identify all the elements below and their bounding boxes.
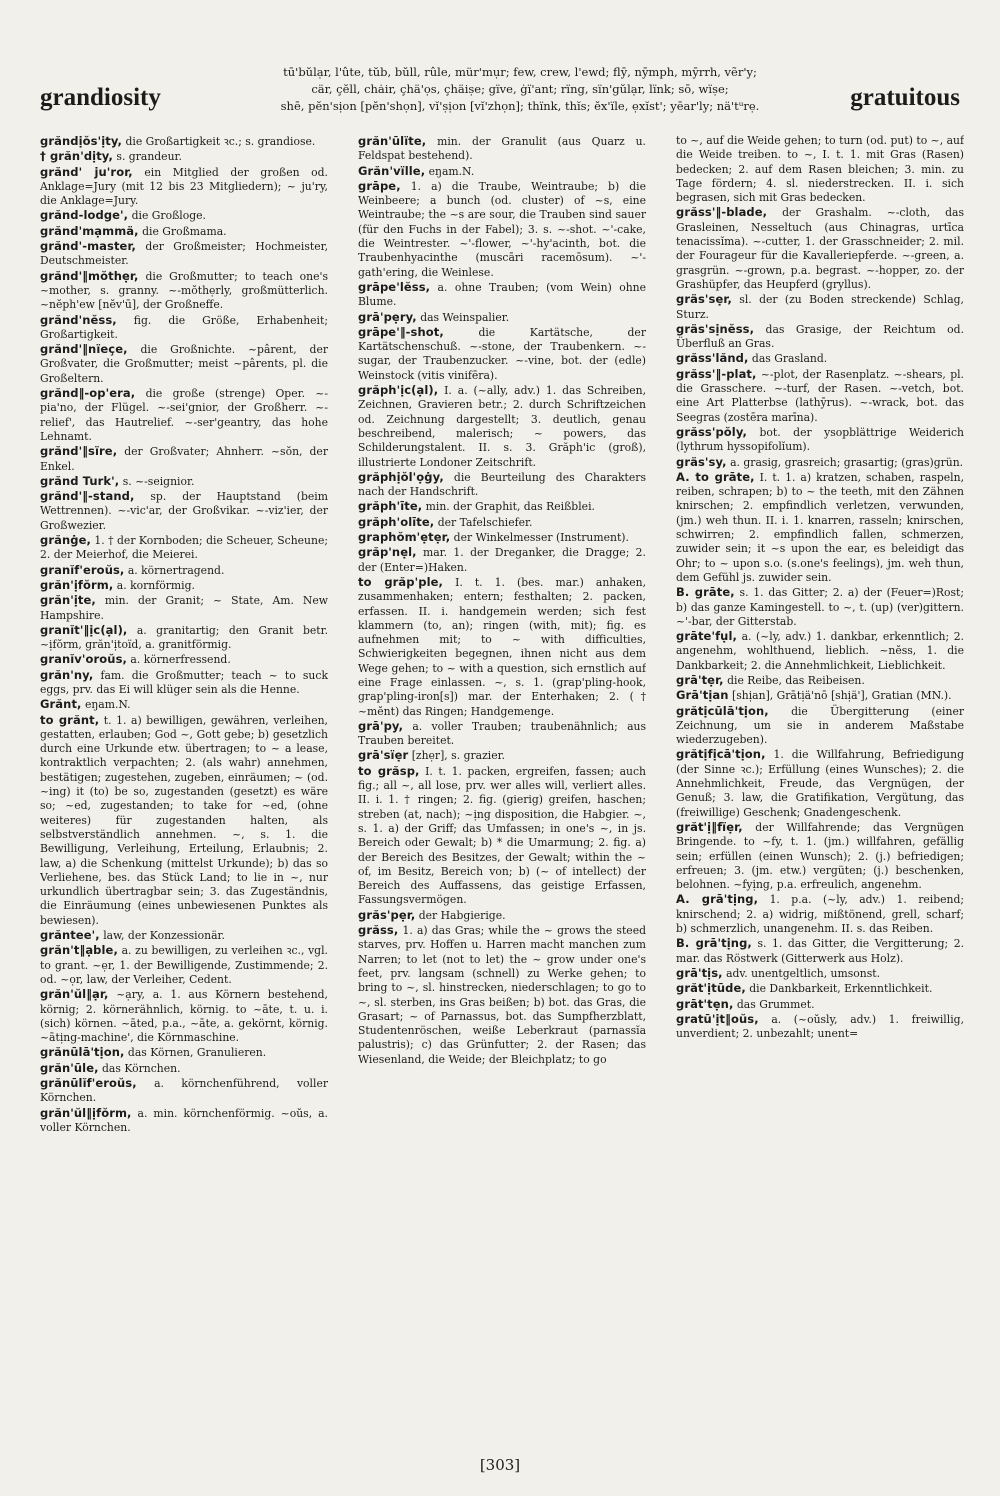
dictionary-entry — [358, 923, 646, 1067]
dictionary-entry — [40, 563, 328, 578]
entry-headword: Grănt, — [40, 697, 82, 712]
dictionary-entry — [40, 697, 328, 712]
dictionary-entry — [676, 704, 964, 748]
entry-definition: a. granitartig; den Granit betr. ~ịfŏrm, grăn'ịtoïd, a. granitförmig. — [40, 623, 328, 652]
entry-definition: ein Mitglied der großen od. Anklage=Jury (mit 12 bis 23 Mitgliedern); ~ ju'ry, die Anklage=Jury. — [40, 165, 328, 208]
entry-headword: B. grāte, — [676, 585, 735, 600]
entry-definition: s. 1. das Gitter, die Vergitterung; 2. mar. das Röstwerk (Gitterwerk aus Holz). — [676, 937, 964, 965]
entry-definition: [shịan], Grātịä'nō [shịä'], Gratian (MN.). — [732, 689, 952, 703]
dictionary-entry — [676, 981, 964, 996]
dictionary-entry — [40, 593, 328, 623]
entry-definition: der Tafelschiefer. — [437, 515, 533, 529]
entry-definition: a. voller Trauben; traubenähnlich; aus Trauben bereitet. — [358, 719, 646, 748]
entry-headword: gräs'sịnĕss, — [676, 321, 755, 336]
dictionary-entry — [676, 205, 964, 292]
entry-definition: I. t. 1. packen, ergreifen, fassen; auch fig.; all ~, all lose, prv. wer alles will, verliert alles. II. i. 1. † ringen; 2. fig. (gierig) greifen, haschen; streben (at, nach); ~ịng disposition, die Habgier. ~, s. 1. a) der Griff; das Umfassen; in one's ~, in js. Bereich oder Gewalt; b) * die Umarmung; 2. fig. a) der Bereich des Besitzes, der Gewalt; within the ~ of, im Besitz, Bereich von; b) (~ of intellect) der Bereich des Auffassens, das geistige Erfassen, Fassungsvermögen. — [358, 764, 646, 907]
entry-headword: grăp'nẹl, — [358, 545, 417, 560]
entry-headword: grănd'nĕss, — [40, 312, 117, 327]
dictionary-entry — [40, 623, 328, 653]
entry-headword: grănd'‖-stand, — [40, 489, 135, 504]
entry-definition: das Grasland. — [751, 352, 828, 366]
entry-headword: grăn'ŭl‖ịfŏrm, — [40, 1105, 132, 1120]
dictionary-entry — [358, 280, 646, 310]
entry-headword: grănd'-master, — [40, 239, 137, 254]
pronunciation-key-line: cär, çĕll, chȧir, çhä'ọs, çhäiṣe; gïve, ġï'ant; rïng, sïn'gŭlạr, lïnk; sō, wïṣe; — [311, 82, 729, 96]
entry-headword: grăntee', — [40, 928, 100, 943]
dictionary-entry — [40, 474, 328, 489]
entry-headword: grăphịŏl'ọġy, — [358, 469, 444, 484]
entry-headword: A. to grāte, — [676, 469, 755, 484]
entry-definition: min. der Granit; ~ State, Am. New Hampshire. — [40, 594, 328, 622]
pronunciation-key-line: shē, pĕn'sịon [pĕn'shọn], vĭ'ṣịon [vĭ'zhọn]; thïnk, thĭs; ĕx'ïle, ẹxĭst'; yēar'ly; nä'tᵘrẹ. — [280, 99, 760, 113]
entry-definition: der Winkelmesser (Instrument). — [453, 531, 629, 545]
entry-definition: a. (~ly, adv.) 1. dankbar, erkenntlich; 2. angenehm, wohlthuend, lieblich. ~nĕss, 1. die Dankbarkeit; 2. die Annehmlichkeit, Lieblichkeit. — [676, 630, 964, 672]
dictionary-entry — [40, 533, 328, 563]
entry-headword: grăn'ūle, — [40, 1060, 99, 1075]
entry-definition: das Körnen, Granulieren. — [127, 1046, 267, 1060]
pronunciation-key-line: tū'bŭlạr, l'ûte, tŭb, bŭll, rûle, mür'mụr; few, crew, l'ewd; flȳ, nȳmph, mȳrrh, vẽr'y; — [283, 65, 757, 79]
entry-definition: a. (~oŭsly, adv.) 1. freiwillig, unverdient; 2. unbezahlt; unent= — [676, 1012, 964, 1041]
entry-definition: I. t. 1. a) kratzen, schaben, raspeln, reiben, schrapen; b) to ~ the teeth, mit den Zähnen knirschen; 2. empfindlich verletzen, verwunden, (jm.) weh thun. II. i. 1. knarren, rasseln; knirschen, schwirren; 2. empfindlich fallen, schmerzen, zuwider sein; it ~s upon the ear, es beleidigt das Ohr; to ~ upon s.o. (s.one's feelings), jm. weh thun, dem Gefühl js. zuwider sein. — [676, 470, 964, 584]
entry-definition: die Großnichte. ~pârent, der Großvater, die Großmutter; meist ~pârents, pl. die Großeltern. — [40, 343, 328, 385]
dictionary-entry — [40, 1076, 328, 1106]
entry-definition: min. der Granulit (aus Quarz u. Feldspat bestehend). — [358, 135, 646, 163]
dictionary-entry — [40, 386, 328, 444]
entry-definition: 1. p.a. (~ly, adv.) 1. reibend; knirschend; 2. a) widrig, mißtönend, grell, scharf; b) schmerzlich, unangenehm. II. s. das Reiben. — [676, 893, 964, 936]
entry-definition: der Großvater; Ahnherr. ~sŏn, der Enkel. — [40, 445, 328, 473]
dictionary-entry — [676, 367, 964, 425]
entry-definition: I. a. (~ally, adv.) 1. das Schreiben, Zeichnen, Gravieren betr.; 2. durch Schriftzeichen od. Zeichnung dargestellt; 3. deutlich, genau beschreibend, malerisch; ~ powers, das Schilderungstalent. II. s. 3. Grăph'ic (groß), illustrierte Londoner Zeitschrift. — [358, 384, 646, 469]
entry-headword: grăndịŏs'ịty, — [40, 134, 123, 148]
columns — [40, 134, 964, 1444]
entry-headword: grăph'olīte, — [358, 514, 435, 529]
dictionary-entry — [40, 987, 328, 1045]
dictionary-entry — [676, 134, 964, 205]
entry-definition: der Großmeister; Hochmeister, Deutschmeister. — [40, 240, 328, 268]
entry-definition: a. zu bewilligen, zu verleihen ꝛc., vgl. to grant. ~ẹr, 1. der Bewilligende, Zustimmende; 2. od. ~ọr, law, der Verleiher, Cedent. — [40, 944, 328, 986]
entry-headword: grănd'mạmmä, — [40, 223, 139, 238]
entry-headword: grăn't‖ạble, — [40, 943, 118, 958]
dictionary-entry — [358, 530, 646, 545]
dictionary-entry — [358, 748, 646, 763]
page-header — [40, 62, 960, 118]
entry-definition: s. ~-seignior. — [122, 474, 195, 488]
dictionary-entry — [358, 310, 646, 325]
entry-headword: grăss'‖-blade, — [676, 205, 768, 220]
dictionary-entry — [676, 470, 964, 585]
dictionary-entry — [676, 673, 964, 688]
dictionary-entry — [358, 764, 646, 908]
entry-headword: gratū'ịt‖oŭs, — [676, 1011, 759, 1026]
dictionary-entry — [676, 585, 964, 629]
entry-definition: 1. † der Kornboden; die Scheuer, Scheune; 2. der Meierhof, die Meierei. — [40, 534, 328, 562]
dictionary-entry — [40, 208, 328, 223]
entry-headword: granĭf'eroŭs, — [40, 562, 125, 577]
dictionary-entry — [358, 499, 646, 514]
entry-definition: der Grashalm. ~-cloth, das Grasleinen, Nesseltuch (aus Chinagras, urtīca tenacissĭma). ~-cutter, 1. der Grasschneider; 2. mil. der Fourageur für die Kavalleriepferde. ~-green, a. grasgrün. ~-grown, p.a. begrast. ~-hopper, zo. der Grashüpfer, das Heupferd (gryllus). — [676, 206, 964, 291]
entry-definition: t. 1. a) bewilligen, gewähren, verleihen, gestatten, erlauben; God ~, Gott gebe; b) gesetzlich durch eine Urkunde etw. übertragen; to ~ a lease, kontraktlich verpachten; 2. (als wahr) annehmen, bestätigen; zugestehen, zugeben, einräumen; ~ (od. ~ing) it (to) be so, zugestanden (gesetzt) es wäre so; ~ed, zugestanden; to take for ~ed, (ohne weiteres) für zugestanden halten, als selbstverständlich annehmen. ~, s. 1. die Bewilligung, Verleihung, Erteilung, Erlaubnis; 2. law, a) die Schenkung (mittelst Urkunde); b) das so Verliehene, bes. das Stück Land; to lie in ~, nur urkundlich übertragbar sein; 3. das Zugeständnis, die Einräumung (eines unbewiesenen Punktes als bewiesen). — [40, 713, 328, 927]
entry-definition: die Großmutter; to teach one's ~mother, s. granny. ~-mŏthẹrly, großmütterlich. ~nĕph'ew [nĕv'ū], der Großneffe. — [40, 269, 328, 312]
entry-headword: to grănt, — [40, 712, 100, 727]
entry-headword: grănd'‖mŏthẹr, — [40, 268, 139, 283]
dictionary-entry — [676, 292, 964, 322]
dictionary-entry — [676, 455, 964, 470]
dictionary-entry — [40, 342, 328, 386]
entry-definition: die Großartigkeit ꝛc.; s. grandiose. — [125, 135, 316, 148]
entry-definition: ~ạry, a. 1. aus Körnern bestehend, körnig; 2. körnerähnlich, körnig. to ~āte, t. u. i. (sich) körnen. ~āted, p.a., ~āte, a. gekörnt, körnig. ~ātịng-machine', die Körnmaschine. — [40, 988, 328, 1045]
entry-definition: a. kornförmig. — [116, 578, 195, 592]
dictionary-entry — [358, 719, 646, 749]
entry-definition: ~-plot, der Rasenplatz. ~-shears, pl. die Grasschere. ~-turf, der Rasen. ~-vetch, bot. eine Art Platterbse (lathȳrus). ~-wrack, bot. das Seegras (zostēra marīna). — [676, 367, 964, 424]
dictionary-entry — [358, 515, 646, 530]
entry-headword: to grăsp, — [358, 763, 420, 778]
dictionary-entry — [358, 383, 646, 470]
entry-definition: sp. der Hauptstand (beim Wettrennen). ~-vic'ar, der Großvikar. ~-viz'ier, der Großwezier. — [40, 490, 328, 532]
dictionary-entry — [358, 575, 646, 719]
dictionary-entry — [40, 668, 328, 698]
entry-headword: grăn'ūlïte, — [358, 134, 427, 148]
entry-definition: s. grandeur. — [116, 150, 182, 164]
dictionary-entry — [40, 313, 328, 343]
dictionary-entry — [358, 908, 646, 923]
entry-definition: sl. der (zu Boden streckende) Schlag, Sturz. — [676, 293, 964, 321]
column-right — [676, 134, 964, 1444]
column-left — [40, 134, 328, 1444]
entry-headword: grăn'ny, — [40, 667, 94, 682]
entry-headword: graphŏm'ẹtẹr, — [358, 530, 451, 545]
entry-definition: min. der Graphit, das Reißblei. — [425, 500, 595, 514]
entry-headword: grăn'ịte, — [40, 593, 96, 608]
entry-headword: grănd‖-op'era, — [40, 386, 136, 401]
entry-definition: die Kartätsche, der Kartätschenschuß. ~-stone, der Traubenkern. ~-sugar, der Traubenzucker. ~-vine, bot. der (edle) Weinstock (vitis vinifēra). — [358, 325, 646, 382]
dictionary-entry — [40, 1106, 328, 1136]
dictionary-entry — [40, 134, 328, 149]
entry-headword: grăss, — [358, 923, 399, 938]
dictionary-entry — [676, 747, 964, 819]
dictionary-entry — [40, 224, 328, 239]
entry-definition: fig. die Größe, Erhabenheit; Großartigkeit. — [40, 313, 328, 341]
dictionary-entry — [40, 239, 328, 269]
entry-definition: a. ohne Trauben; (vom Wein) ohne Blume. — [358, 280, 646, 309]
entry-definition: a. min. körnchenförmig. ~oŭs, a. voller Körnchen. — [40, 1106, 328, 1134]
dictionary-entry — [40, 489, 328, 533]
entry-definition: fam. die Großmutter; teach ~ to suck eggs, prv. das Ei will klüger sein als die Henne. — [40, 668, 328, 696]
entry-definition: die große (strenge) Oper. ~-pia'no, der Flügel. ~-sei'gnior, der Großherr. ~-relief', das Hautrelief. ~-ser'geantry, das hohe Lehnamt. — [40, 387, 328, 443]
dictionary-entry — [40, 149, 328, 164]
dictionary-entry — [40, 578, 328, 593]
entry-definition: die Großmama. — [142, 224, 227, 238]
pronunciation-key — [240, 64, 800, 115]
entry-headword: grăss'‖-plat, — [676, 366, 757, 381]
entry-headword: grănġe, — [40, 533, 91, 548]
dictionary-entry — [676, 688, 964, 703]
dictionary-entry — [40, 1045, 328, 1060]
dictionary-entry — [358, 545, 646, 575]
entry-headword: grāt'tẹn, — [676, 996, 734, 1011]
dictionary-entry — [676, 936, 964, 966]
entry-headword: granĭv'oroŭs, — [40, 652, 127, 667]
dictionary-entry — [358, 325, 646, 383]
entry-definition: eŋam.N. — [84, 698, 131, 712]
entry-definition: das Körnchen. — [102, 1061, 181, 1075]
entry-headword: grā'tẹr, — [676, 672, 724, 687]
entry-definition: der Habgierige. — [418, 908, 506, 922]
entry-definition: a. grasig, grasreich; grasartig; (gras)grün. — [730, 455, 964, 469]
entry-headword: grāpe'‖-shot, — [358, 324, 444, 339]
entry-definition: law, der Konzessionär. — [103, 929, 225, 943]
entry-headword: grănd'‖sïre, — [40, 444, 118, 459]
entry-definition: die Dankbarkeit, Erkenntlichkeit. — [749, 982, 933, 996]
dictionary-entry — [676, 322, 964, 352]
entry-headword: grā'sïẹr — [358, 748, 409, 763]
page-number: [303] — [479, 1456, 521, 1474]
dictionary-entry — [676, 425, 964, 455]
entry-headword: grăss'pŏly, — [676, 424, 748, 439]
entry-definition: I. t. 1. (bes. mar.) anhaken, zusammenhaken; entern; festhalten; 2. packen, erfassen. II. i. handgemein werden; sich fest klammern (to, an); ringen (with, mit); fig. es aufnehmen mit; to ~ with difficulties, Schwierigkeiten begegnen, ihnen nicht aus dem Wege gehen; to ~ with a question, sich ernstlich auf eine Frage einlassen. ~, s. 1. (grap'pling-hook, grap'pling-iron[s]) mar. der Enterhaken; 2. († ~mĕnt) das Ringen; Handgemenge. — [358, 575, 646, 718]
dictionary-entry — [358, 134, 646, 164]
entry-headword: Grā'tịan — [676, 688, 729, 703]
dictionary-entry — [40, 165, 328, 209]
entry-headword: A. grā'tịng, — [676, 892, 759, 907]
dictionary-entry — [40, 652, 328, 667]
entry-headword: Grăn'vïlle, — [358, 163, 426, 178]
entry-definition: 1. a) das Gras; while the ~ grows the steed starves, prv. Hoffen u. Harren macht manchen zum Narren; to let (not to let) the ~ grow under one's feet, prv. langsam (schnell) zu Werke gehen; to bring to ~, sl. hinstrecken, niederschlagen; to go to ~, sl. sterben, ins Gras beißen; b) bot. das Gras, die Grasart; ~ of Parnassus, bot. das Sumpfherzblatt, Studentenröschen, weiße Leberkraut (parnassĭa palustris); c) das Grünfutter; 2. der Rasen; das Wiesenland, die Weide; der Bleichplatz; to go — [358, 924, 646, 1066]
entry-headword: B. grā'tịng, — [676, 936, 752, 951]
entry-definition: to ~, auf die Weide gehen; to turn (od. put) to ~, auf die Weide treiben. to ~, I. t. 1. mit Gras (Rasen) bedecken; 2. auf dem Rasen bleichen; 3. min. zu Tage fördern; 4. sl. niederstrecken. II. i. sich begrasen, sich mit Gras bedecken. — [676, 134, 964, 205]
entry-headword: grăph'īte, — [358, 499, 423, 514]
entry-headword: grătịfịcā'tịon, — [676, 747, 766, 762]
entry-definition: adv. unentgeltlich, umsonst. — [726, 966, 881, 980]
dictionary-entry — [676, 892, 964, 936]
entry-headword: grăn'ịfŏrm, — [40, 577, 114, 592]
entry-definition: das Weinspalier. — [420, 310, 510, 324]
entry-definition: 1. die Willfahrung, Befriedigung (der Sinne ꝛc.); Erfüllung (eines Wunsches); 2. die Annehmlichkeit, Freude, das Vergnügen, der Genuß; 3. law, die Gratifikation, Vergütung, das (freiwillige) Geschenk; Gnadengeschenk. — [676, 748, 964, 819]
entry-definition: die Großloge. — [131, 209, 206, 223]
dictionary-entry — [676, 820, 964, 892]
entry-headword: † grăn'dịty, — [40, 149, 113, 164]
entry-definition: bot. der ysopblättrige Weiderich (lythrum hyssopifolĭum). — [676, 425, 964, 454]
entry-headword: grăph'ịc(ạl), — [358, 383, 439, 398]
entry-definition: eŋam.N. — [428, 164, 475, 178]
dictionary-entry — [358, 164, 646, 179]
entry-headword: grănd' ju'ror, — [40, 164, 133, 179]
entry-headword: grănūlā'tịon, — [40, 1045, 125, 1060]
entry-headword: grāpe, — [358, 178, 401, 193]
entry-headword: gräs'sy, — [676, 454, 727, 469]
entry-definition: mar. 1. der Dreganker, die Dragge; 2. der (Enter=)Haken. — [358, 546, 646, 574]
entry-headword: grănd'‖nïeçe, — [40, 342, 128, 357]
entry-headword: grăt'ị‖fïẹr, — [676, 819, 743, 834]
entry-definition: die Reibe, das Reibeisen. — [727, 673, 865, 687]
entry-definition: a. körnchenführend, voller Körnchen. — [40, 1077, 328, 1105]
dictionary-entry — [40, 943, 328, 987]
guide-word-left: grandiosity — [40, 84, 161, 111]
column-middle — [358, 134, 646, 1444]
entry-definition: [zhẹr], s. grazier. — [411, 749, 506, 763]
entry-headword: granĭt'‖ịc(ạl), — [40, 622, 128, 637]
entry-definition: die Beurteilung des Charakters nach der Handschrift. — [358, 470, 646, 499]
dictionary-entry — [40, 444, 328, 474]
entry-headword: grăn'ŭl‖ạr, — [40, 987, 109, 1002]
dictionary-entry — [40, 928, 328, 943]
dictionary-entry — [358, 470, 646, 500]
entry-headword: gräs'sẹr, — [676, 292, 732, 307]
entry-headword: to grăp'ple, — [358, 574, 443, 589]
entry-headword: grănūlĭf'eroŭs, — [40, 1076, 137, 1090]
guide-word-right: gratuitous — [850, 84, 960, 111]
entry-definition: der Willfahrende; das Vergnügen Bringende. to ~fy, t. 1. (jm.) willfahren, gefällig sein; erfüllen (einen Wunsch); 2. (j.) befriedigen; erfreuen; 3. (jm. etw.) vergüten; (j.) beschenken, belohnen. ~fyịng, p.a. erfreulich, angenehm. — [676, 820, 964, 892]
entry-definition: das Grasige, der Reichtum od. Überfluß an Gras. — [676, 322, 964, 351]
dictionary-entry — [40, 713, 328, 928]
entry-definition: s. 1. das Gitter; 2. a) der (Feuer=)Rost; b) das ganze Kamingestell. to ~, t. (up) (ver)gittern. ~'-bar, der Gitterstab. — [676, 586, 964, 628]
entry-headword: grāte'fụl, — [676, 629, 737, 644]
entry-headword: grăs'pẹr, — [358, 907, 416, 922]
entry-headword: grănd Turk', — [40, 473, 120, 488]
dictionary-entry — [676, 629, 964, 673]
dictionary-entry — [358, 179, 646, 280]
entry-definition: das Grummet. — [736, 997, 815, 1011]
entry-definition: 1. a) die Traube, Weintraube; b) die Weinbeere; a bunch (od. cluster) of ~s, eine Weintraube; the ~s are sour, die Trauben sind sauer (für den Fuchs in der Fabel); 3. s. ~-shot. ~'-cake, die Weintrester. ~'-flower, ~'-hy'acinth, bot. die Traubenhyacinthe (muscāri racemōsum). ~'-gath'ering, die Weinlese. — [358, 179, 646, 279]
entry-headword: grāpe'lĕss, — [358, 279, 431, 294]
dictionary-entry — [676, 997, 964, 1012]
dictionary-entry — [676, 966, 964, 981]
entry-headword: grā'tịs, — [676, 965, 723, 980]
entry-headword: grăt'ịtūde, — [676, 981, 746, 996]
entry-definition: a. körnerfressend. — [130, 653, 231, 667]
entry-headword: grā'pẹry, — [358, 309, 417, 324]
entry-headword: grā'py, — [358, 718, 404, 733]
entry-definition: die Übergitterung (einer Zeichnung, um sie in anderem Maßstabe wiederzugeben). — [676, 704, 964, 747]
entry-definition: a. körnertragend. — [127, 563, 225, 577]
entry-headword: grăss'lănd, — [676, 351, 749, 366]
dictionary-entry — [676, 351, 964, 366]
dictionary-entry — [676, 1012, 964, 1042]
entry-headword: grătịcūlā'tịon, — [676, 703, 769, 718]
dictionary-entry — [40, 1061, 328, 1076]
entry-headword: grănd-lodge', — [40, 208, 129, 223]
dictionary-entry — [40, 269, 328, 313]
